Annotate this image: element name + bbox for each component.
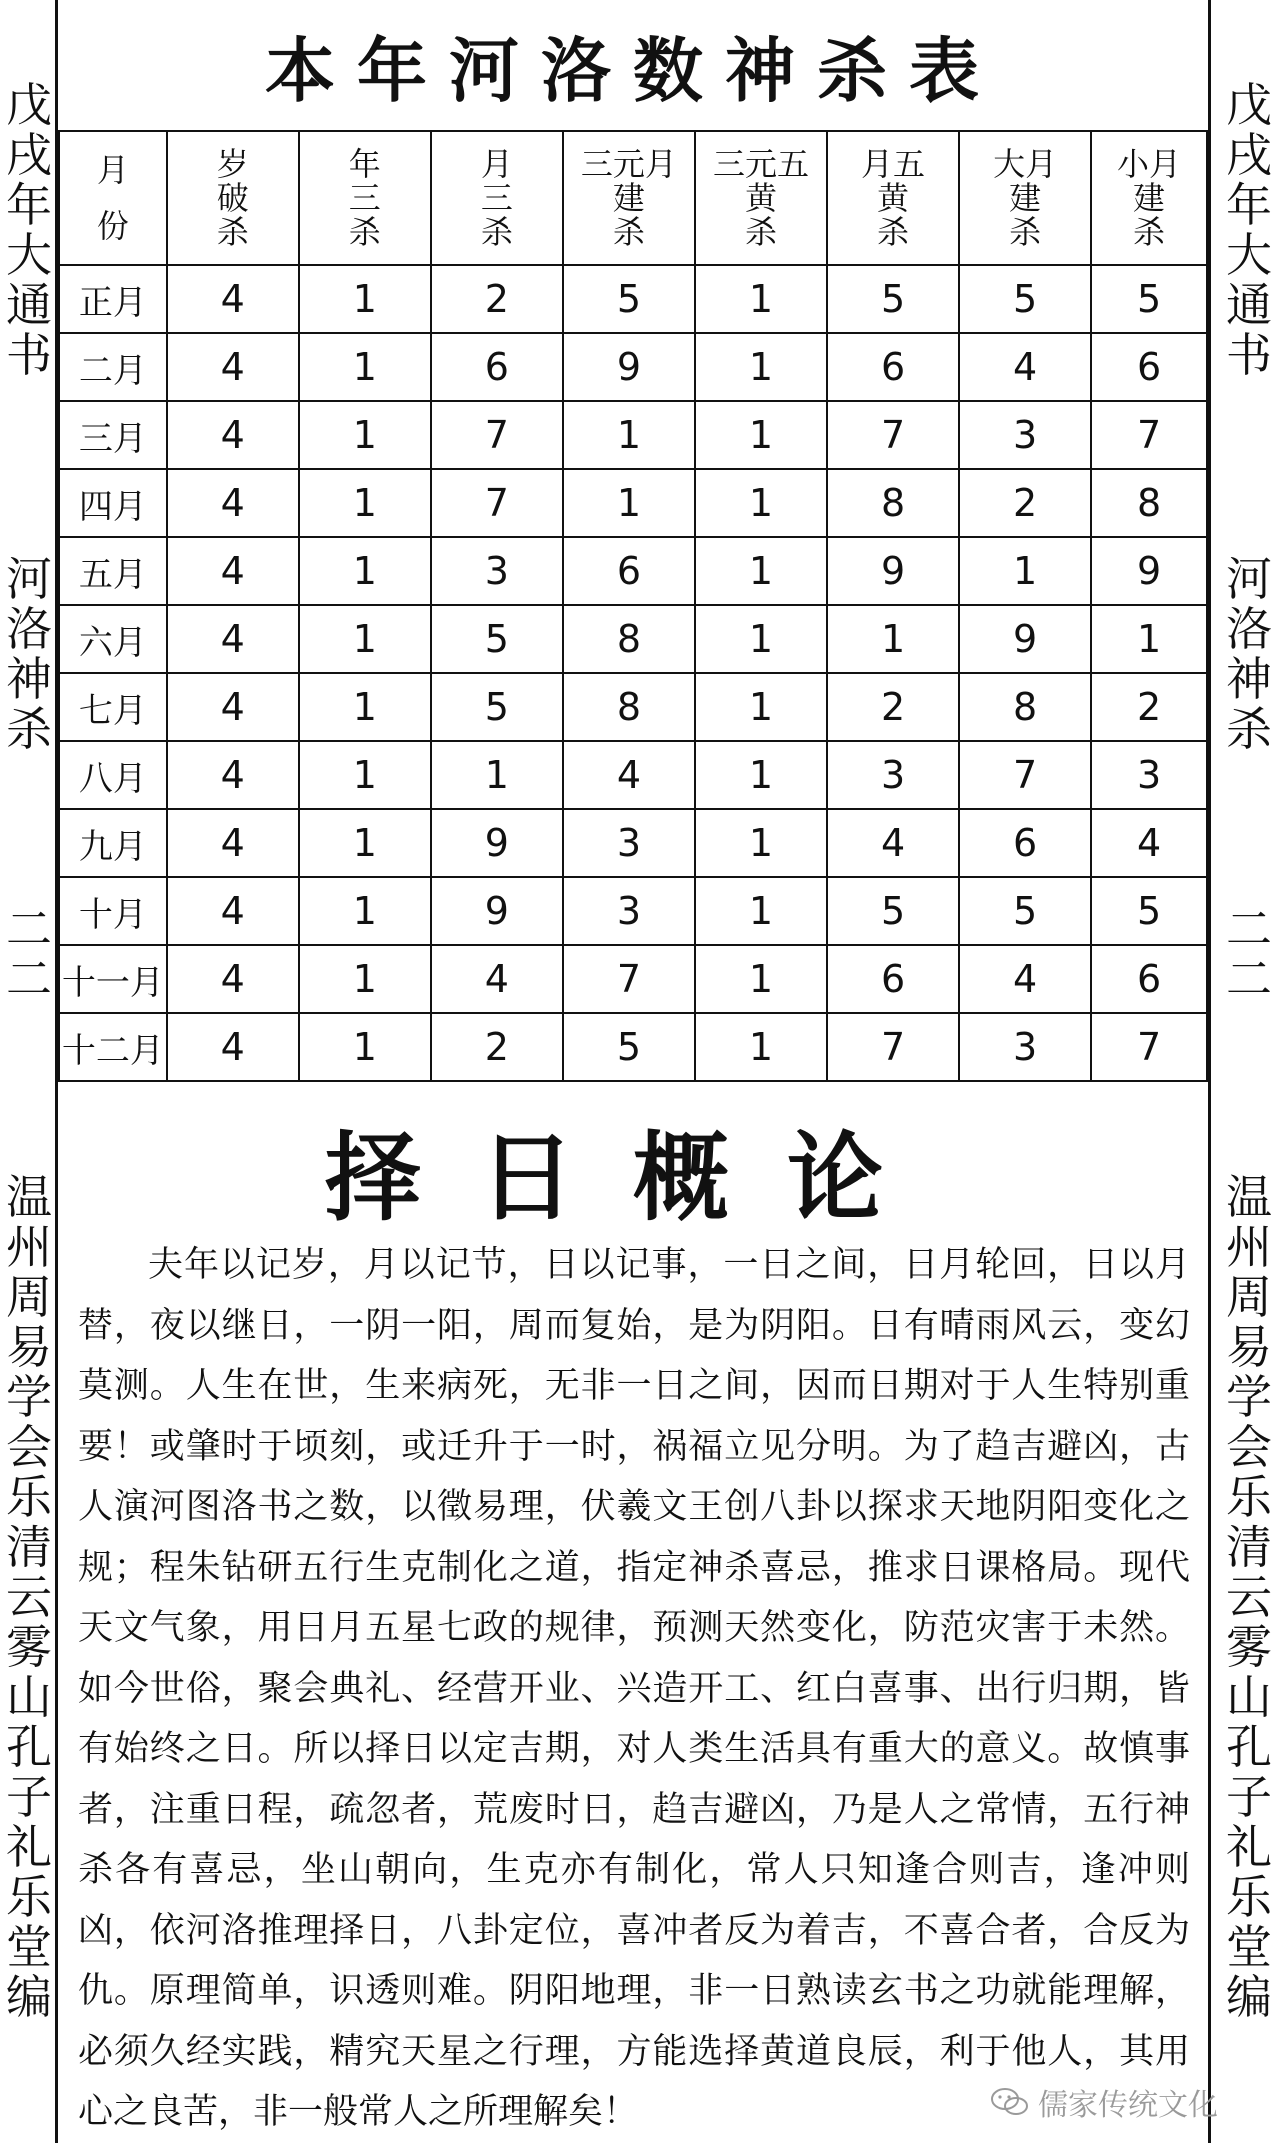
side-right-page-number: 二二 [1226, 902, 1272, 1006]
header-niansansha: 年 三 杀 [299, 131, 431, 265]
value-cell: 8 [959, 673, 1091, 741]
month-cell: 十月 [59, 877, 167, 945]
value-cell: 5 [1091, 877, 1207, 945]
value-cell: 1 [299, 265, 431, 333]
value-cell: 5 [431, 673, 563, 741]
value-cell: 8 [563, 673, 695, 741]
side-left-publisher: 温州周易学会乐清云雾山孔子礼乐堂编 [6, 1170, 52, 2024]
table-row [59, 537, 1207, 605]
value-cell: 2 [827, 673, 959, 741]
table-row [59, 605, 1207, 673]
value-cell: 4 [959, 945, 1091, 1013]
table-row [59, 469, 1207, 537]
value-cell: 4 [167, 1013, 299, 1081]
value-cell: 6 [1091, 333, 1207, 401]
side-left-almanac-title: 戊戌年大通书 [6, 78, 52, 382]
value-cell: 4 [167, 877, 299, 945]
month-cell: 十一月 [59, 945, 167, 1013]
value-cell: 4 [167, 809, 299, 877]
value-cell: 5 [1091, 265, 1207, 333]
value-cell: 7 [827, 1013, 959, 1081]
header-sanyuan-wuhuang: 三元五 黄 杀 [695, 131, 827, 265]
value-cell: 9 [959, 605, 1091, 673]
value-cell: 5 [431, 605, 563, 673]
value-cell: 6 [563, 537, 695, 605]
value-cell: 6 [827, 945, 959, 1013]
value-cell: 5 [959, 265, 1091, 333]
value-cell: 3 [827, 741, 959, 809]
value-cell: 4 [167, 537, 299, 605]
value-cell: 1 [695, 401, 827, 469]
value-cell: 9 [563, 333, 695, 401]
side-column-right [1222, 80, 1276, 2022]
month-cell: 六月 [59, 605, 167, 673]
table-row [59, 741, 1207, 809]
value-cell: 4 [167, 265, 299, 333]
value-cell: 8 [1091, 469, 1207, 537]
value-cell: 1 [563, 469, 695, 537]
value-cell: 1 [563, 401, 695, 469]
value-cell: 1 [695, 945, 827, 1013]
month-cell: 四月 [59, 469, 167, 537]
essay-body: 夫年以记岁，月以记节，日以记事，一日之间，日月轮回，日以月替，夜以继日，一阴一阳，周而复始，是为阴阳。日有晴雨风云，变幻莫测。人生在世，生来病死，无非一日之间，因而日期对于人生特别重要！或肇时于顷刻，或迁升于一时，祸福立见分明。为了趋吉避凶，古人演河图洛书之数，以徵易理，伏羲文王创八卦以探求天地阴阳变化之规；程朱钻研五行生克制化之道，指定神杀喜忌，推求日课格局。现代天文气象，用日月五星七政的规律，预测天然变化，防范灾害于未然。如今世俗，聚会典礼、经营开业、兴造开工、红白喜事、出行归期，皆有始终之日。所以择日以定吉期，对人类生活具有重大的意义。故慎事者，注重日程，疏忽者，荒废时日，趋吉避凶，乃是人之常情，五行神杀各有喜忌，坐山朝向，生克亦有制化，常人只知逢合则吉，逢冲则凶，依河洛推理择日，八卦定位，喜冲者反为着吉，不喜合者，合反为仇。原理简单，识透则难。阴阳地理，非一日熟读玄书之功就能理解，必须久经实践，精究天星之行理，方能选择黄道良辰，利于他人，其用心之良苦，非一般常人之所理解矣！ [78, 1245, 1190, 2132]
value-cell: 1 [827, 605, 959, 673]
value-cell: 1 [431, 741, 563, 809]
month-cell: 九月 [59, 809, 167, 877]
month-cell: 五月 [59, 537, 167, 605]
value-cell: 1 [299, 809, 431, 877]
value-cell: 3 [563, 809, 695, 877]
value-cell: 7 [431, 401, 563, 469]
value-cell: 4 [167, 469, 299, 537]
value-cell: 4 [167, 945, 299, 1013]
value-cell: 3 [563, 877, 695, 945]
value-cell: 5 [827, 265, 959, 333]
value-cell: 1 [695, 673, 827, 741]
value-cell: 1 [695, 469, 827, 537]
value-cell: 6 [827, 333, 959, 401]
side-right-section: 河洛神杀 [1226, 552, 1272, 756]
value-cell: 9 [827, 537, 959, 605]
value-cell: 1 [299, 469, 431, 537]
side-column-left [2, 80, 56, 2022]
value-cell: 4 [167, 333, 299, 401]
value-cell: 1 [695, 877, 827, 945]
header-sanyuan-yuejian: 三元月 建 杀 [563, 131, 695, 265]
value-cell: 1 [695, 809, 827, 877]
side-left-section: 河洛神杀 [6, 552, 52, 756]
value-cell: 1 [695, 537, 827, 605]
side-right-almanac-title: 戊戌年大通书 [1226, 78, 1272, 382]
value-cell: 1 [299, 1013, 431, 1081]
value-cell: 1 [299, 333, 431, 401]
month-cell: 八月 [59, 741, 167, 809]
value-cell: 1 [299, 605, 431, 673]
value-cell: 1 [299, 673, 431, 741]
value-cell: 1 [695, 333, 827, 401]
table-row [59, 265, 1207, 333]
header-xiaoyue-jian: 小月 建 杀 [1091, 131, 1207, 265]
value-cell: 6 [1091, 945, 1207, 1013]
table-row [59, 1013, 1207, 1081]
value-cell: 9 [431, 877, 563, 945]
value-cell: 4 [167, 741, 299, 809]
value-cell: 3 [431, 537, 563, 605]
watermark [990, 2080, 1218, 2124]
value-cell: 6 [431, 333, 563, 401]
watermark-text: 儒家传统文化 [1038, 2088, 1218, 2123]
essay-title: 择日概论 [325, 1120, 941, 1234]
value-cell: 4 [167, 673, 299, 741]
value-cell: 2 [1091, 673, 1207, 741]
value-cell: 4 [167, 401, 299, 469]
side-right-publisher: 温州周易学会乐清云雾山孔子礼乐堂编 [1226, 1170, 1272, 2024]
value-cell: 1 [695, 605, 827, 673]
value-cell: 1 [1091, 605, 1207, 673]
value-cell: 3 [959, 401, 1091, 469]
value-cell: 8 [827, 469, 959, 537]
value-cell: 4 [563, 741, 695, 809]
side-left-page-number: 二二 [6, 902, 52, 1006]
value-cell: 9 [1091, 537, 1207, 605]
value-cell: 1 [959, 537, 1091, 605]
value-cell: 7 [1091, 401, 1207, 469]
month-cell: 正月 [59, 265, 167, 333]
value-cell: 4 [1091, 809, 1207, 877]
month-cell: 十二月 [59, 1013, 167, 1081]
value-cell: 5 [959, 877, 1091, 945]
value-cell: 1 [299, 741, 431, 809]
value-cell: 4 [827, 809, 959, 877]
value-cell: 4 [167, 605, 299, 673]
value-cell: 7 [431, 469, 563, 537]
table-row [59, 877, 1207, 945]
value-cell: 1 [695, 265, 827, 333]
table-row [59, 333, 1207, 401]
value-cell: 1 [695, 741, 827, 809]
value-cell: 4 [959, 333, 1091, 401]
header-suipo: 岁 破 杀 [167, 131, 299, 265]
header-month: 月 份 [59, 131, 167, 265]
value-cell: 2 [959, 469, 1091, 537]
page-title: 本年河洛数神杀表 [265, 29, 1001, 112]
value-cell: 2 [431, 1013, 563, 1081]
value-cell: 7 [959, 741, 1091, 809]
table-row [59, 401, 1207, 469]
table-header-row [59, 131, 1207, 265]
value-cell: 7 [1091, 1013, 1207, 1081]
table-row [59, 673, 1207, 741]
value-cell: 3 [1091, 741, 1207, 809]
value-cell: 9 [431, 809, 563, 877]
header-yue-wuhuang: 月五 黄 杀 [827, 131, 959, 265]
value-cell: 5 [827, 877, 959, 945]
shensha-table [58, 130, 1208, 1082]
value-cell: 4 [431, 945, 563, 1013]
value-cell: 1 [299, 537, 431, 605]
table-row [59, 809, 1207, 877]
value-cell: 1 [299, 877, 431, 945]
value-cell: 7 [827, 401, 959, 469]
header-yuesansha: 月 三 杀 [431, 131, 563, 265]
value-cell: 5 [563, 1013, 695, 1081]
value-cell: 8 [563, 605, 695, 673]
value-cell: 1 [299, 401, 431, 469]
value-cell: 1 [299, 945, 431, 1013]
value-cell: 3 [959, 1013, 1091, 1081]
value-cell: 7 [563, 945, 695, 1013]
month-cell: 二月 [59, 333, 167, 401]
value-cell: 6 [959, 809, 1091, 877]
wechat-icon [990, 2086, 1030, 2118]
value-cell: 5 [563, 265, 695, 333]
month-cell: 七月 [59, 673, 167, 741]
value-cell: 2 [431, 265, 563, 333]
month-cell: 三月 [59, 401, 167, 469]
table-row [59, 945, 1207, 1013]
value-cell: 1 [695, 1013, 827, 1081]
header-dayue-jian: 大月 建 杀 [959, 131, 1091, 265]
